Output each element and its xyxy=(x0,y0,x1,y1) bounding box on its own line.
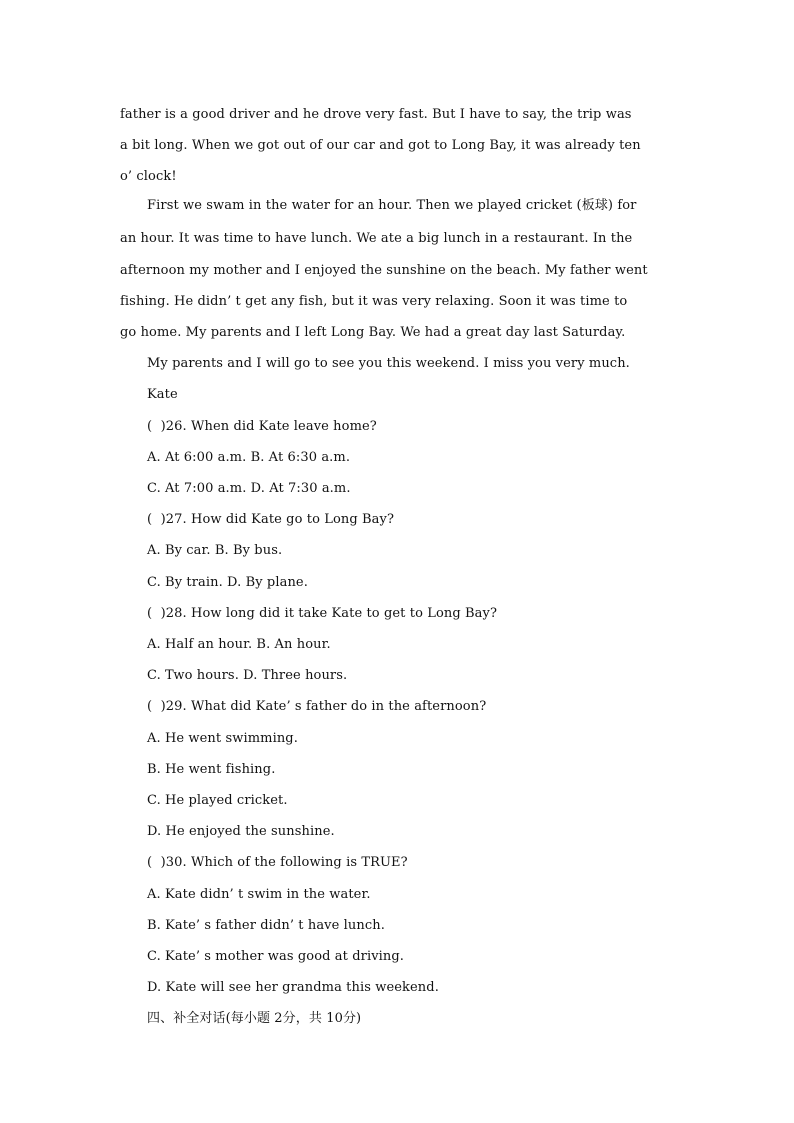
passage-line: My parents and I will go to see you this weekend. I miss you very much. xyxy=(147,356,630,371)
passage-line: go home. My parents and I left Long Bay. We had a great day last Saturday. xyxy=(120,325,626,340)
question-30-option-c: C. Kate’ s mother was good at driving. xyxy=(147,949,405,964)
question-26-stem: ( )26. When did Kate leave home? xyxy=(147,419,377,434)
passage-line: afternoon my mother and I enjoyed the sunshine on the beach. My father went xyxy=(120,263,648,278)
passage-line: an hour. It was time to have lunch. We ate a big lunch in a restaurant. In the xyxy=(120,231,633,246)
passage-line: fishing. He didn’ t get any fish, but it was very relaxing. Soon it was time to xyxy=(120,294,628,309)
question-29-option-d: D. He enjoyed the sunshine. xyxy=(147,824,335,839)
question-26-options: A. At 6:00 a.m. B. At 6:30 a.m. xyxy=(147,450,351,465)
question-26-options: C. At 7:00 a.m. D. At 7:30 a.m. xyxy=(147,481,351,496)
question-30-option-d: D. Kate will see her grandma this weekend. xyxy=(147,980,439,995)
question-28-options: C. Two hours. D. Three hours. xyxy=(147,668,348,683)
question-28-options: A. Half an hour. B. An hour. xyxy=(147,637,331,652)
question-29-option-a: A. He went swimming. xyxy=(147,731,298,746)
question-27-options: C. By train. D. By plane. xyxy=(147,575,308,590)
question-28-stem: ( )28. How long did it take Kate to get to Long Bay? xyxy=(147,606,498,621)
passage-line: father is a good driver and he drove very fast. But I have to say, the trip was xyxy=(120,107,632,122)
question-29-option-b: B. He went fishing. xyxy=(147,762,276,777)
passage-line: o’ clock! xyxy=(120,169,177,184)
question-27-stem: ( )27. How did Kate go to Long Bay? xyxy=(147,512,395,527)
question-30-stem: ( )30. Which of the following is TRUE? xyxy=(147,855,408,870)
question-29-stem: ( )29. What did Kate’ s father do in the afternoon? xyxy=(147,699,487,714)
question-27-options: A. By car. B. By bus. xyxy=(147,543,283,558)
letter-signature: Kate xyxy=(147,387,178,402)
section-heading: 四、补全对话(每小题 2分，共 10分) xyxy=(147,1011,362,1026)
passage-line: First we swam in the water for an hour. Then we played cricket (板球) for xyxy=(147,198,637,213)
question-29-option-c: C. He played cricket. xyxy=(147,793,288,808)
passage-line: a bit long. When we got out of our car and got to Long Bay, it was already ten xyxy=(120,138,641,153)
question-30-option-a: A. Kate didn’ t swim in the water. xyxy=(147,887,371,902)
question-30-option-b: B. Kate’ s father didn’ t have lunch. xyxy=(147,918,385,933)
